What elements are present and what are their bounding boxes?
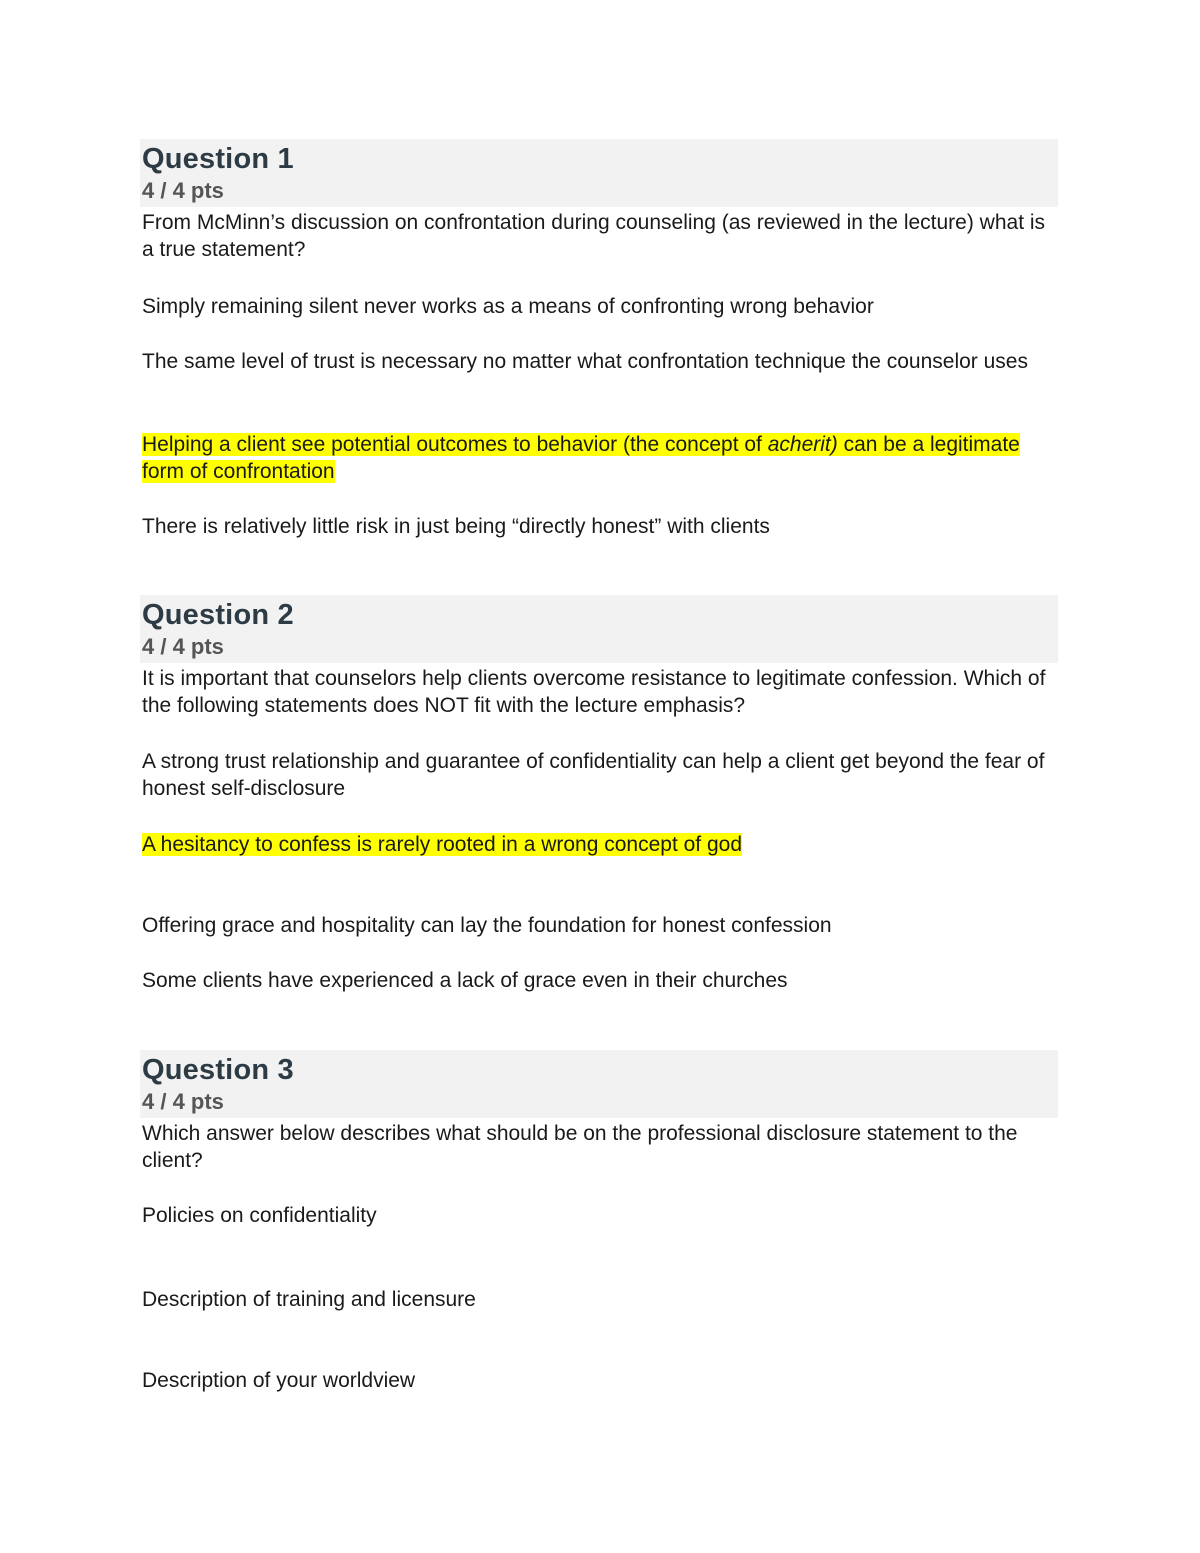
answer-option[interactable]	[140, 348, 1058, 375]
answer-text: Description of training and licensure	[142, 1288, 476, 1311]
question-points: 4 / 4 pts	[142, 1089, 224, 1114]
question-header	[140, 1050, 1058, 1118]
question-2	[140, 595, 1058, 992]
answer-option[interactable]	[140, 967, 1058, 994]
answer-text: The same level of trust is necessary no matter what confrontation technique the counselor uses	[142, 350, 1028, 373]
question-header	[140, 595, 1058, 663]
question-1	[140, 139, 1058, 538]
question-header	[140, 139, 1058, 207]
answer-text: Simply remaining silent never works as a means of confronting wrong behavior	[142, 295, 874, 318]
answer-text: Offering grace and hospitality can lay the foundation for honest confession	[142, 914, 832, 937]
question-points: 4 / 4 pts	[142, 634, 224, 659]
answer-text: Some clients have experienced a lack of grace even in their churches	[142, 969, 788, 992]
question-points: 4 / 4 pts	[142, 178, 224, 203]
question-3	[140, 1050, 1058, 1392]
question-prompt: It is important that counselors help clients overcome resistance to legitimate confession. Which of the following statements does NOT fit with the lecture emphasis?	[142, 667, 1046, 717]
answer-text-after: can be a legitimate form of confrontation	[142, 433, 1020, 483]
answer-option[interactable]	[140, 293, 1058, 320]
answer-option-selected[interactable]	[140, 431, 1058, 485]
answer-text: A strong trust relationship and guarantee of confidentiality can help a client get beyond the fear of honest self-disclosure	[142, 750, 1045, 800]
answer-option[interactable]	[140, 748, 1058, 802]
answer-text-before: Helping a client see potential outcomes to behavior (the concept of	[142, 433, 768, 456]
question-title: Question 1	[142, 143, 294, 175]
question-title: Question 2	[142, 599, 294, 631]
question-title: Question 3	[142, 1054, 294, 1086]
answer-text-italic: acherit)	[767, 433, 838, 456]
answer-option[interactable]	[140, 1202, 1058, 1229]
answer-option[interactable]	[140, 912, 1058, 939]
answer-option-selected[interactable]	[140, 831, 1058, 858]
answer-text: A hesitancy to confess is rarely rooted in a wrong concept of god	[142, 833, 743, 856]
answer-text: Policies on confidentiality	[142, 1204, 377, 1227]
question-prompt: Which answer below describes what should be on the professional disclosure statement to the client?	[142, 1122, 1018, 1172]
question-prompt: From McMinn’s discussion on confrontation during counseling (as reviewed in the lecture) what is a true statement?	[142, 211, 1046, 261]
answer-option[interactable]	[140, 513, 1058, 540]
answer-text: Description of your worldview	[142, 1369, 416, 1392]
answer-text: There is relatively little risk in just being “directly honest” with clients	[142, 515, 770, 538]
answer-option[interactable]	[140, 1367, 1058, 1394]
answer-option[interactable]	[140, 1286, 1058, 1313]
